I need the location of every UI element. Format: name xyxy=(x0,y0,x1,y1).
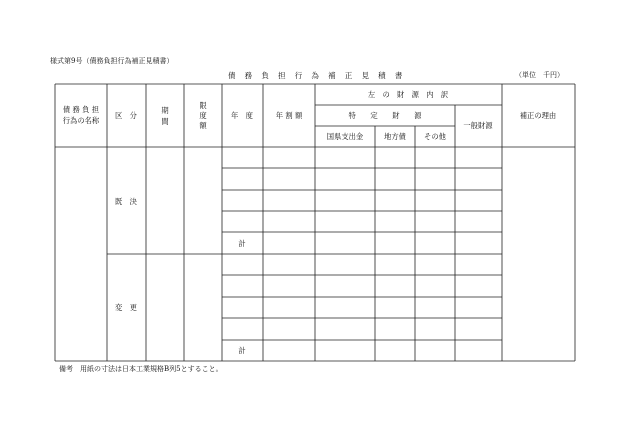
section-label-change: 変 更 xyxy=(115,303,137,312)
total-label-change: 計 xyxy=(238,346,246,355)
header-other: その他 xyxy=(424,132,446,141)
header-local-bond: 地方債 xyxy=(384,132,406,141)
header-period-2: 間 xyxy=(161,117,169,126)
header-correction-reason: 補正の理由 xyxy=(519,111,557,120)
document-title: 債 務 負 担 行 為 補 正 見 積 書 xyxy=(228,71,406,80)
form-number-label: 様式第9号（債務負担行為補正見積書） xyxy=(50,57,174,65)
header-national-prefectural: 国県支出金 xyxy=(326,132,364,141)
header-general-funds: 一般財源 xyxy=(463,121,493,130)
header-category: 区 分 xyxy=(115,111,137,120)
header-funding-breakdown: 左 の 財 源 内 訳 xyxy=(367,90,449,99)
header-year: 年 度 xyxy=(231,111,253,120)
header-name-line2: 行為の名称 xyxy=(62,116,100,125)
remark-note: 備考 用紙の寸法は日本工業規格B列5とすること。 xyxy=(59,365,223,373)
table-grid xyxy=(55,84,575,361)
total-label-decided: 計 xyxy=(238,239,246,248)
header-name-line1: 債 務 負 担 xyxy=(62,105,100,114)
unit-note: （単位 千円） xyxy=(515,71,564,79)
header-limit-1: 限 xyxy=(199,101,207,110)
header-annual-amount: 年 割 額 xyxy=(275,111,303,120)
section-label-decided: 既 決 xyxy=(115,197,137,206)
header-limit-3: 額 xyxy=(199,121,207,130)
header-period-1: 期 xyxy=(161,106,169,115)
header-specific-funds: 特 定 財 源 xyxy=(348,111,422,120)
header-limit-2: 度 xyxy=(199,111,207,120)
